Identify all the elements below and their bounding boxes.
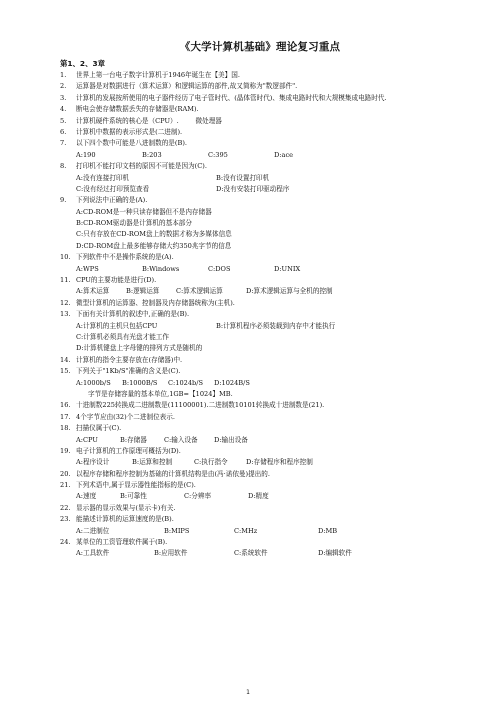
list-item: 18. 扫描仪属于(C). xyxy=(60,424,122,433)
option: D:输出设备 xyxy=(214,435,248,444)
option: B:Windows xyxy=(142,264,180,273)
list-item: 8. 打印机不能打印文档的原因不可能是因为(C). xyxy=(60,162,207,171)
chapter-heading: 第1、2、3章 xyxy=(60,59,105,68)
option: D:ace xyxy=(274,150,294,159)
option: B:可靠性 xyxy=(120,492,147,501)
list-item: 22. 显示器的显示效果与(显示卡)有关. xyxy=(60,503,176,512)
option: B:CD-ROM驱动器是计算机的基本部分 xyxy=(76,219,192,228)
page-number: 1 xyxy=(246,689,250,696)
options-row xyxy=(60,321,460,332)
options-row xyxy=(60,184,460,195)
option: C:没有经过打印预览查看 xyxy=(76,184,150,193)
option: B:运算和控制 xyxy=(132,458,173,467)
document-title: 《大学计算机基础》理论复习重点 xyxy=(179,41,341,53)
list-item: 2. 运算器是对数据进行（算术运算）和逻辑运算的部件,故又简称为"数逻部件". xyxy=(60,82,298,91)
option: C:计算机必须具有光盘才能工作 xyxy=(76,333,169,341)
options-row xyxy=(60,378,460,389)
option: A:CPU xyxy=(76,435,98,444)
option: C:算术逻辑运算 xyxy=(176,287,223,296)
note: 字节是存储容量的基本单位,1GB=【1024】MB. xyxy=(88,389,233,398)
options-row xyxy=(60,173,460,184)
option: C:1024b/S xyxy=(168,378,204,387)
option: A:1000b/S xyxy=(76,378,111,387)
option: B:存储器 xyxy=(120,435,147,444)
option: C:输入设备 xyxy=(164,435,198,444)
option: D:UNIX xyxy=(274,264,301,273)
list-item: 3. 计算机的发展按所使用的电子器件经历了电子管时代、(晶体管时代)、集成电路时代和大规模集成电路时代. xyxy=(60,93,387,102)
list-item: 7. 以下四个数中可能是八进制数的是(B). xyxy=(60,139,187,148)
option: B:应用软件 xyxy=(154,549,188,558)
option: D:算术逻辑运算与全机的控制 xyxy=(246,287,333,296)
option: D:计算机键盘上字母键的排列方式是随机的 xyxy=(76,344,203,353)
options-row xyxy=(60,286,460,297)
option: A:190 xyxy=(76,150,96,159)
option: A:工具软件 xyxy=(76,549,110,558)
list-item: 6. 计算机中数据的表示形式是(二进制). xyxy=(60,127,183,136)
list-item: 23. 能描述计算机的运算速度的是(B). xyxy=(60,515,174,524)
list-item: 14. 计算机的指令主要存放在(存储器)中. xyxy=(60,355,183,364)
list-item: 17. 4个字节应由(32)个二进制位表示. xyxy=(60,412,175,421)
options-row xyxy=(60,491,460,502)
list-item: 10. 下列软件中不是操作系统的是(A). xyxy=(60,253,174,262)
option: D:CD-ROM盘上最多能够存储大约350兆字节的信息 xyxy=(76,241,232,250)
option: A:速度 xyxy=(76,492,97,501)
options-row xyxy=(60,435,460,446)
options-row xyxy=(60,548,460,559)
option: C:DOS xyxy=(208,264,231,273)
option: C:分辨率 xyxy=(184,492,212,501)
option: C:系统软件 xyxy=(234,549,268,558)
list-item: 16. 十进制数225转换成二进制数是(11100001).二进制数10101转换成十进制数是(21). xyxy=(60,401,325,410)
option: D:存储程序和程序控制 xyxy=(246,458,313,467)
option: D:MB xyxy=(318,526,338,535)
option: A:没有连接打印机 xyxy=(76,173,130,182)
option: C:执行指令 xyxy=(194,458,228,467)
list-item: 12. 微型计算机的运算器、控制器及内存储器统称为(主机). xyxy=(60,298,235,307)
options-row xyxy=(60,526,460,537)
options-row xyxy=(60,457,460,468)
option: C:MHz xyxy=(234,526,258,535)
option: C:只有存放在CD-ROM盘上的数据才称为多媒体信息 xyxy=(76,230,232,239)
option: B:逻辑运算 xyxy=(126,287,160,296)
list-item: 13. 下面有关计算机的叙述中,正确的是(B). xyxy=(60,310,190,319)
option: B:203 xyxy=(142,150,162,159)
option: A:计算机的主机只包括CPU xyxy=(76,321,158,330)
option: B:没有设置打印机 xyxy=(216,173,270,182)
list-item: 19. 电子计算机的工作原理可概括为(D). xyxy=(60,446,181,455)
option: A:CD-ROM是一种只读存储器但不是内存储器 xyxy=(76,207,212,216)
list-item: 4. 断电会使存储数据丢失的存储器是(RAM). xyxy=(60,105,199,114)
option: D:编辑软件 xyxy=(318,549,352,558)
question-list xyxy=(60,70,460,560)
list-item: 1. 世界上第一台电子数字计算机于1946年诞生在【美】国. xyxy=(60,71,240,79)
list-item: 11. CPU的主要功能是进行(D). xyxy=(60,276,157,285)
option: D:没有安装打印驱动程序 xyxy=(216,184,290,193)
option: C:395 xyxy=(208,150,228,159)
list-item: 24. 某单位的工资管理软件属于(B). xyxy=(60,538,168,547)
list-item: 15. 下列关于"1Kb/S"准确的含义是(C). xyxy=(60,367,181,376)
option: A:二进制位 xyxy=(76,526,110,535)
option: A:WPS xyxy=(76,264,99,273)
list-item: 5. 计算机硬件系统的核心是（CPU）. 微处理器 xyxy=(60,116,222,125)
list-item: 20. 以程序存储和程序控制为基础的计算机结构是由(冯·诺依曼)提出的. xyxy=(60,469,270,478)
option: D:1024B/S xyxy=(214,378,250,387)
list-item: 9. 下列说法中正确的是(A). xyxy=(60,196,148,205)
option: B:计算机程序必须装载到内存中才能执行 xyxy=(216,321,336,330)
option: B:MIPS xyxy=(164,526,190,535)
option: D:精度 xyxy=(248,492,269,501)
option: A:程序设计 xyxy=(76,458,110,467)
options-row xyxy=(60,150,460,161)
option: B:1000B/S xyxy=(122,378,158,387)
options-row xyxy=(60,264,460,275)
option: A:算术运算 xyxy=(76,287,110,296)
list-item: 21. 下列术语中,属于显示器性能指标的是(C). xyxy=(60,481,196,490)
